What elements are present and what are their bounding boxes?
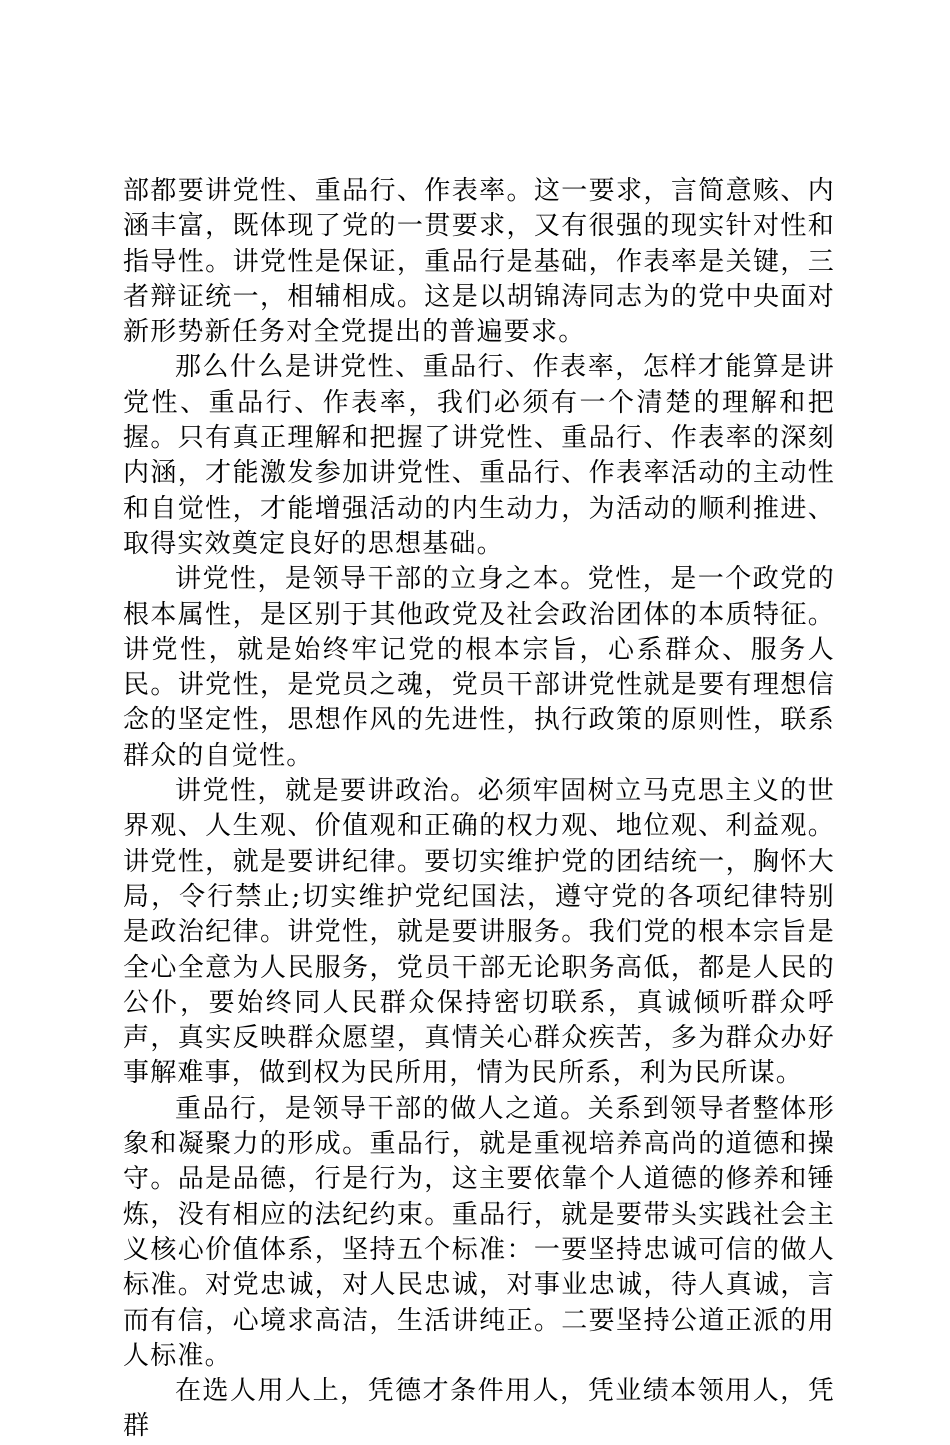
document-body xyxy=(123,174,835,1445)
paragraph-5: 重品行，是领导干部的做人之道。关系到领导者整体形象和凝聚力的形成。重品行，就是重视培养高尚的道德和操守。品是品德，行是行为，这主要依靠个人道德的修养和锤炼，没有相应的法纪约束。重品行，就是要带头实践社会主义核心价值体系，坚持五个标准：一要坚持忠诚可信的做人标准。对党忠诚，对人民忠诚，对事业忠诚，待人真诚，言而有信，心境求高洁，生活讲纯正。二要坚持公道正派的用人标准。 xyxy=(123,1093,835,1371)
paragraph-6: 在选人用人上，凭德才条件用人，凭业绩本领用人，凭群 xyxy=(123,1376,835,1442)
paragraph-3: 讲党性，是领导干部的立身之本。党性，是一个政党的根本属性，是区别于其他政党及社会政治团体的本质特征。讲党性，就是始终牢记党的根本宗旨，心系群众、服务人民。讲党性，是党员之魂，党员干部讲党性就是要有理想信念的坚定性，思想作风的先进性，执行政策的原则性，联系群众的自觉性。 xyxy=(123,564,835,771)
paragraph-1: 部都要讲党性、重品行、作表率。这一要求，言简意赅、内涵丰富，既体现了党的一贯要求，又有很强的现实针对性和指导性。讲党性是保证，重品行是基础，作表率是关键，三者辩证统一，相辅相成。这是以胡锦涛同志为的党中央面对新形势新任务对全党提出的普遍要求。 xyxy=(123,176,835,348)
paragraph-4: 讲党性，就是要讲政治。必须牢固树立马克思主义的世界观、人生观、价值观和正确的权力观、地位观、利益观。讲党性，就是要讲纪律。要切实维护党的团结统一，胸怀大局，令行禁止;切实维护党纪国法，遵守党的各项纪律特别是政治纪律。讲党性，就是要讲服务。我们党的根本宗旨是全心全意为人民服务，党员干部无论职务高低，都是人民的公仆，要始终同人民群众保持密切联系，真诚倾听群众呼声，真实反映群众愿望，真情关心群众疾苦，多为群众办好事解难事，做到权为民所用，情为民所系，利为民所谋。 xyxy=(123,776,835,1089)
paragraph-2: 那么什么是讲党性、重品行、作表率，怎样才能算是讲党性、重品行、作表率，我们必须有一个清楚的理解和把握。只有真正理解和把握了讲党性、重品行、作表率的深刻内涵，才能激发参加讲党性、重品行、作表率活动的主动性和自觉性，才能增强活动的内生动力，为活动的顺利推进、取得实效奠定良好的思想基础。 xyxy=(123,352,835,559)
